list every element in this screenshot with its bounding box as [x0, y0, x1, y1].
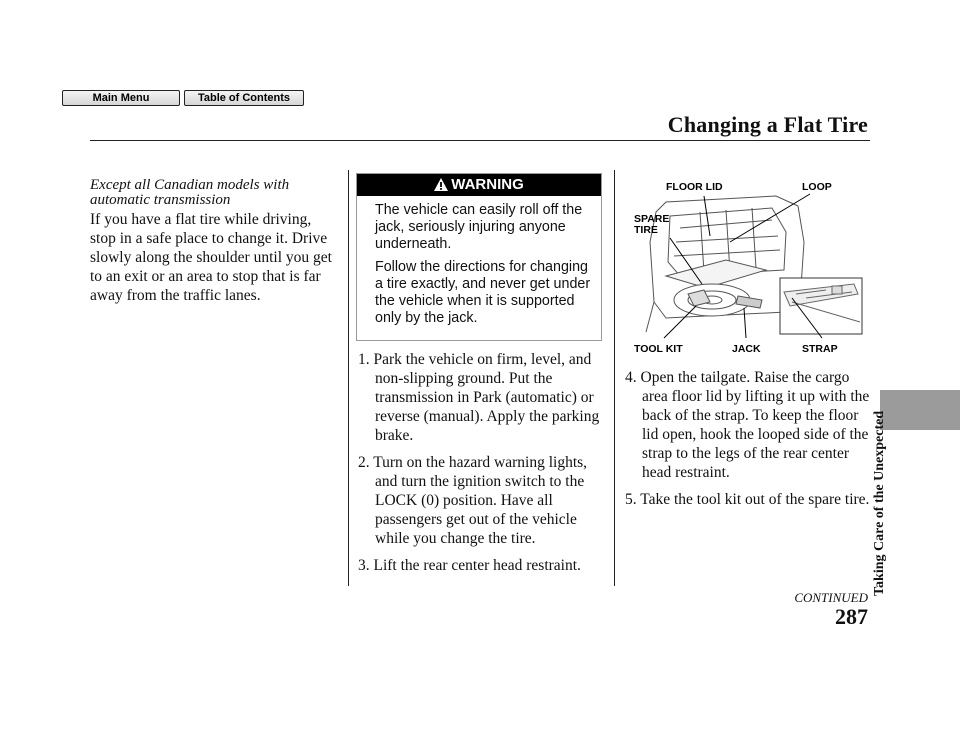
- column-divider-right: [614, 170, 615, 586]
- section-name: Taking Care of the Unexpected: [872, 410, 887, 596]
- page-title: Changing a Flat Tire: [667, 112, 868, 137]
- model-subheading: Except all Canadian models with automatic transmission: [90, 177, 290, 208]
- list-item: 2. Turn on the hazard warning lights, and turn the ignition switch to the LOCK (0) position. Have all passengers get out of the vehicle while you change the tire.: [358, 454, 588, 547]
- title-divider: [90, 140, 870, 141]
- intro-paragraph: If you have a flat tire while driving, stop in a safe place to change it. Drive slowly along the shoulder until you get to an exit or an area to stop that is far away from the traffic lanes.: [90, 211, 332, 304]
- page-number: 287: [835, 604, 868, 629]
- intro-column: [90, 178, 340, 305]
- list-item: 5. Take the tool kit out of the spare tire.: [625, 491, 870, 508]
- warning-box: [356, 173, 602, 341]
- label-loop: LOOP: [802, 181, 832, 193]
- warning-paragraph: The vehicle can easily roll off the jack, seriously injuring anyone underneath.: [375, 202, 583, 252]
- warning-header: [357, 174, 601, 196]
- warning-label: WARNING: [451, 176, 524, 193]
- list-item: 4. Open the tailgate. Raise the cargo area floor lid by lifting it up with the back of the strap. To keep the floor lid open, hook the looped side of the strap to the legs of the rear center head restraint.: [625, 369, 870, 481]
- main-menu-button[interactable]: Main Menu: [62, 90, 180, 106]
- section-tab: [880, 390, 960, 430]
- warning-text: [357, 196, 601, 327]
- label-strap: STRAP: [802, 343, 838, 355]
- cargo-area-illustration: [626, 172, 866, 362]
- label-tool-kit: TOOL KIT: [634, 343, 683, 355]
- label-jack: JACK: [732, 343, 761, 355]
- table-of-contents-button[interactable]: Table of Contents: [184, 90, 304, 106]
- warning-paragraph: Follow the directions for changing a tire exactly, and never get under the vehicle when it is supported only by the jack.: [375, 259, 591, 326]
- steps-list-continued: [625, 368, 870, 517]
- label-tire: TIRE: [634, 224, 658, 236]
- steps-list: [358, 350, 608, 583]
- list-item: 3. Lift the rear center head restraint.: [358, 557, 581, 574]
- label-spare: SPARE: [634, 213, 670, 225]
- continued-label: CONTINUED: [794, 590, 868, 605]
- label-floor-lid: FLOOR LID: [666, 181, 723, 193]
- list-item: 1. Park the vehicle on firm, level, and non-slipping ground. Put the transmission in Park (automatic) or reverse (manual). Apply the parking brake.: [358, 351, 600, 444]
- cargo-area-drawing: [626, 172, 866, 362]
- column-divider-left: [348, 170, 349, 586]
- warning-icon: [434, 178, 448, 191]
